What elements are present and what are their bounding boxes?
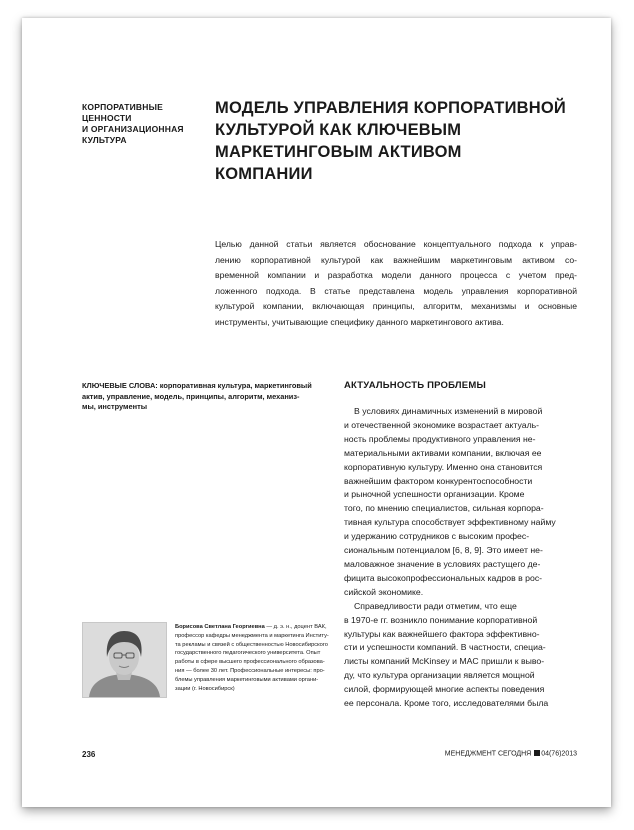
journal-footer [445, 750, 577, 758]
body-line: ду, что культура организации является мощной [344, 670, 535, 681]
section-label-line: И ОРГАНИЗАЦИОННАЯ [82, 124, 184, 134]
abstract-line: Целью данной статьи является обоснование концептуального подхода к управ- [215, 239, 577, 249]
body-line: культуры как важнейшего фактора эффективно- [344, 628, 540, 639]
title-line: КОМПАНИИ [215, 165, 313, 183]
section-label-line: КОРПОРАТИВНЫЕ [82, 102, 163, 112]
section-label [82, 102, 202, 146]
square-bullet-icon [534, 750, 540, 756]
author-photo [82, 622, 167, 698]
section-label-line: ЦЕННОСТИ [82, 113, 132, 123]
abstract-line: лению корпоративной культурой как важнейшим маркетинговым активом со- [215, 254, 577, 265]
body-line: и рыночной успешности организации. Кроме [344, 489, 525, 500]
section-heading: АКТУАЛЬНОСТЬ ПРОБЛЕМЫ [344, 380, 486, 391]
abstract-line: ложенного подхода. В статье представлена модель управления корпоративной [215, 285, 577, 296]
title-line: КУЛЬТУРОЙ КАК КЛЮЧЕВЫМ [215, 121, 462, 139]
body-line: корпоративную культуру. Именно она становится [344, 461, 543, 472]
body-line: листы компаний McKinsey и MAC пришли к выво- [344, 656, 545, 667]
abstract-line: инструменты, учитывающие специфику данного маркетингового актива. [215, 316, 504, 327]
body-line: сиональным потенциалом [6, 8, 9]. Это имеет не- [344, 545, 543, 556]
author-line: блемы управления маркетинговыми активами органи- [175, 676, 319, 683]
author-line: та рекламы и связей с общественностью Новосибирского [175, 641, 328, 648]
abstract [215, 237, 577, 330]
body-line: и удержанию сотрудников с высоким профес- [344, 531, 530, 542]
author-name: Борисова Светлана Георгиевна [175, 624, 265, 630]
author-line: государственного педагогического университета. Опыт [175, 650, 321, 657]
keywords-line: мы, инструменты [82, 402, 148, 411]
keywords-line: КЛЮЧЕВЫЕ СЛОВА: корпоративная культура, маркетинговый [82, 381, 312, 390]
body-line: В условиях динамичных изменений в мировой [354, 406, 543, 416]
author-line [175, 623, 325, 632]
body-line: маловажное значение в условиях растущего де- [344, 558, 541, 569]
abstract-line: временной компании и разработка модели данного процесса с учетом пред- [215, 270, 577, 280]
body-line: фицита высокопрофессиональных кадров в рос- [344, 572, 543, 583]
body-line: материальными активами компании, включая ее [344, 447, 542, 458]
body-text [344, 405, 577, 711]
journal-issue: 04(76)2013 [541, 750, 577, 758]
keywords-line: актив, управление, модель, принципы, алгоритм, механиз- [82, 391, 300, 401]
keywords [82, 381, 322, 413]
title-line: МАРКЕТИНГОВЫМ АКТИВОМ [215, 143, 462, 161]
body-line: тивная культура способствует эффективному найму [344, 517, 556, 528]
body-line: того, по мнению специалистов, сильная корпора- [344, 503, 544, 514]
author-portrait-icon [83, 623, 166, 697]
author-credentials: — д. э. н., доцент ВАК, [264, 624, 327, 630]
body-line: ее персонала. Кроме того, исследователями была [344, 698, 549, 709]
body-line: и отечественной экономике возрастает актуаль- [344, 419, 540, 430]
body-line: Справедливости ради отметим, что еще [354, 600, 517, 611]
author-info [175, 623, 329, 693]
article-title [215, 97, 575, 185]
author-line: зации (г. Новосибирск) [175, 685, 235, 692]
author-line: ния — более 30 лет. Профессиональные интересы: про- [175, 667, 325, 674]
journal-page [22, 18, 611, 807]
body-line: сийской экономике. [344, 586, 424, 597]
author-line: профессор кафедры менеджмента и маркетинга Институ- [175, 632, 329, 639]
title-line: МОДЕЛЬ УПРАВЛЕНИЯ КОРПОРАТИВНОЙ [215, 99, 566, 117]
page-number: 236 [82, 750, 96, 759]
body-line: ность проблемы продуктивного управления не- [344, 433, 536, 444]
abstract-line: культурой компании, включающая принципы, алгоритм, механизмы и основные [215, 301, 577, 311]
author-line: работы в сфере высшего профессионального образова- [175, 659, 325, 666]
section-label-line: КУЛЬТУРА [82, 135, 127, 145]
body-line: сти и успешности компаний. В частности, специа- [344, 642, 546, 653]
body-line: важнейшим фактором конкурентоспособности [344, 475, 533, 486]
body-line: силой, формирующей многие аспекты поведения [344, 684, 545, 695]
journal-name: МЕНЕДЖМЕНТ СЕГОДНЯ [444, 750, 532, 758]
body-line: в 1970-е гг. возникло понимание корпоративной [344, 614, 538, 625]
